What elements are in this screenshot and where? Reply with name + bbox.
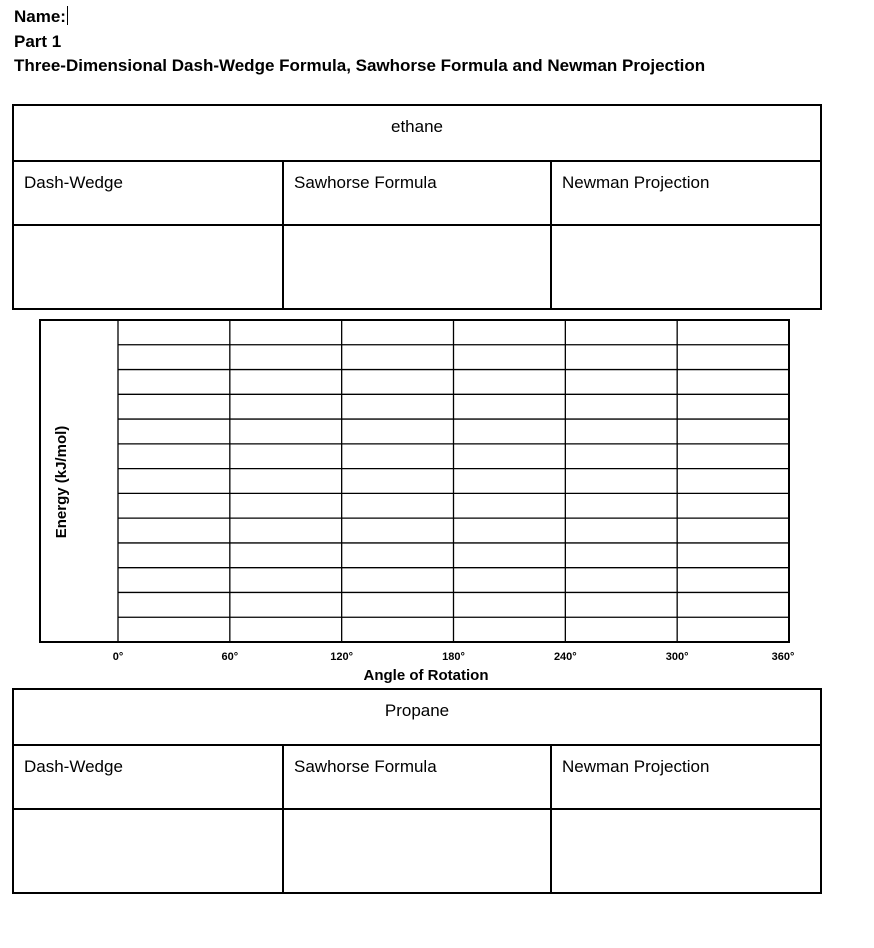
part-heading: Part 1 bbox=[14, 32, 62, 51]
propane-dash-wedge-label: Dash-Wedge bbox=[24, 757, 123, 776]
x-axis-label: Angle of Rotation bbox=[363, 667, 489, 684]
x-tick-label: 360° bbox=[771, 651, 795, 663]
ethane-dash-wedge-answer[interactable] bbox=[13, 225, 283, 309]
ethane-newman-label: Newman Projection bbox=[562, 173, 710, 192]
ethane-newman-answer[interactable] bbox=[551, 225, 821, 309]
ethane-sawhorse-answer[interactable] bbox=[283, 225, 551, 309]
ethane-sawhorse-label: Sawhorse Formula bbox=[294, 173, 437, 192]
x-tick-label: 120° bbox=[330, 651, 354, 663]
propane-title: Propane bbox=[384, 701, 450, 720]
ethane-dash-wedge-header bbox=[13, 161, 283, 225]
propane-dash-wedge-header bbox=[13, 745, 283, 809]
ethane-dash-wedge-label: Dash-Wedge bbox=[24, 173, 123, 192]
propane-sawhorse-header bbox=[283, 745, 551, 809]
propane-sawhorse-answer[interactable] bbox=[283, 809, 551, 893]
x-tick-label: 300° bbox=[665, 651, 689, 663]
propane-newman-answer[interactable] bbox=[551, 809, 821, 893]
graph-grid bbox=[118, 320, 789, 642]
page-title: Three-Dimensional Dash-Wedge Formula, Sawhorse Formula and Newman Projection bbox=[14, 56, 706, 75]
propane-newman-header bbox=[551, 745, 821, 809]
propane-title-cell bbox=[13, 689, 821, 745]
propane-table bbox=[12, 688, 822, 894]
ethane-title-cell bbox=[13, 105, 821, 161]
propane-newman-label: Newman Projection bbox=[562, 757, 710, 776]
ethane-table bbox=[12, 104, 822, 310]
ethane-sawhorse-header bbox=[283, 161, 551, 225]
propane-dash-wedge-answer[interactable] bbox=[13, 809, 283, 893]
text-cursor bbox=[67, 6, 68, 25]
ethane-newman-header bbox=[551, 161, 821, 225]
name-label: Name: bbox=[14, 7, 66, 26]
x-tick-label: 240° bbox=[553, 651, 577, 663]
y-axis-label: Energy (kJ/mol) bbox=[53, 425, 70, 539]
x-tick-labels bbox=[113, 651, 795, 663]
propane-sawhorse-label: Sawhorse Formula bbox=[294, 757, 437, 776]
energy-rotation-graph[interactable] bbox=[0, 316, 874, 688]
ethane-title: ethane bbox=[391, 117, 443, 136]
x-tick-label: 180° bbox=[442, 651, 465, 663]
x-tick-label: 60° bbox=[221, 651, 239, 663]
name-field[interactable] bbox=[14, 6, 68, 27]
x-tick-label: 0° bbox=[112, 651, 124, 663]
